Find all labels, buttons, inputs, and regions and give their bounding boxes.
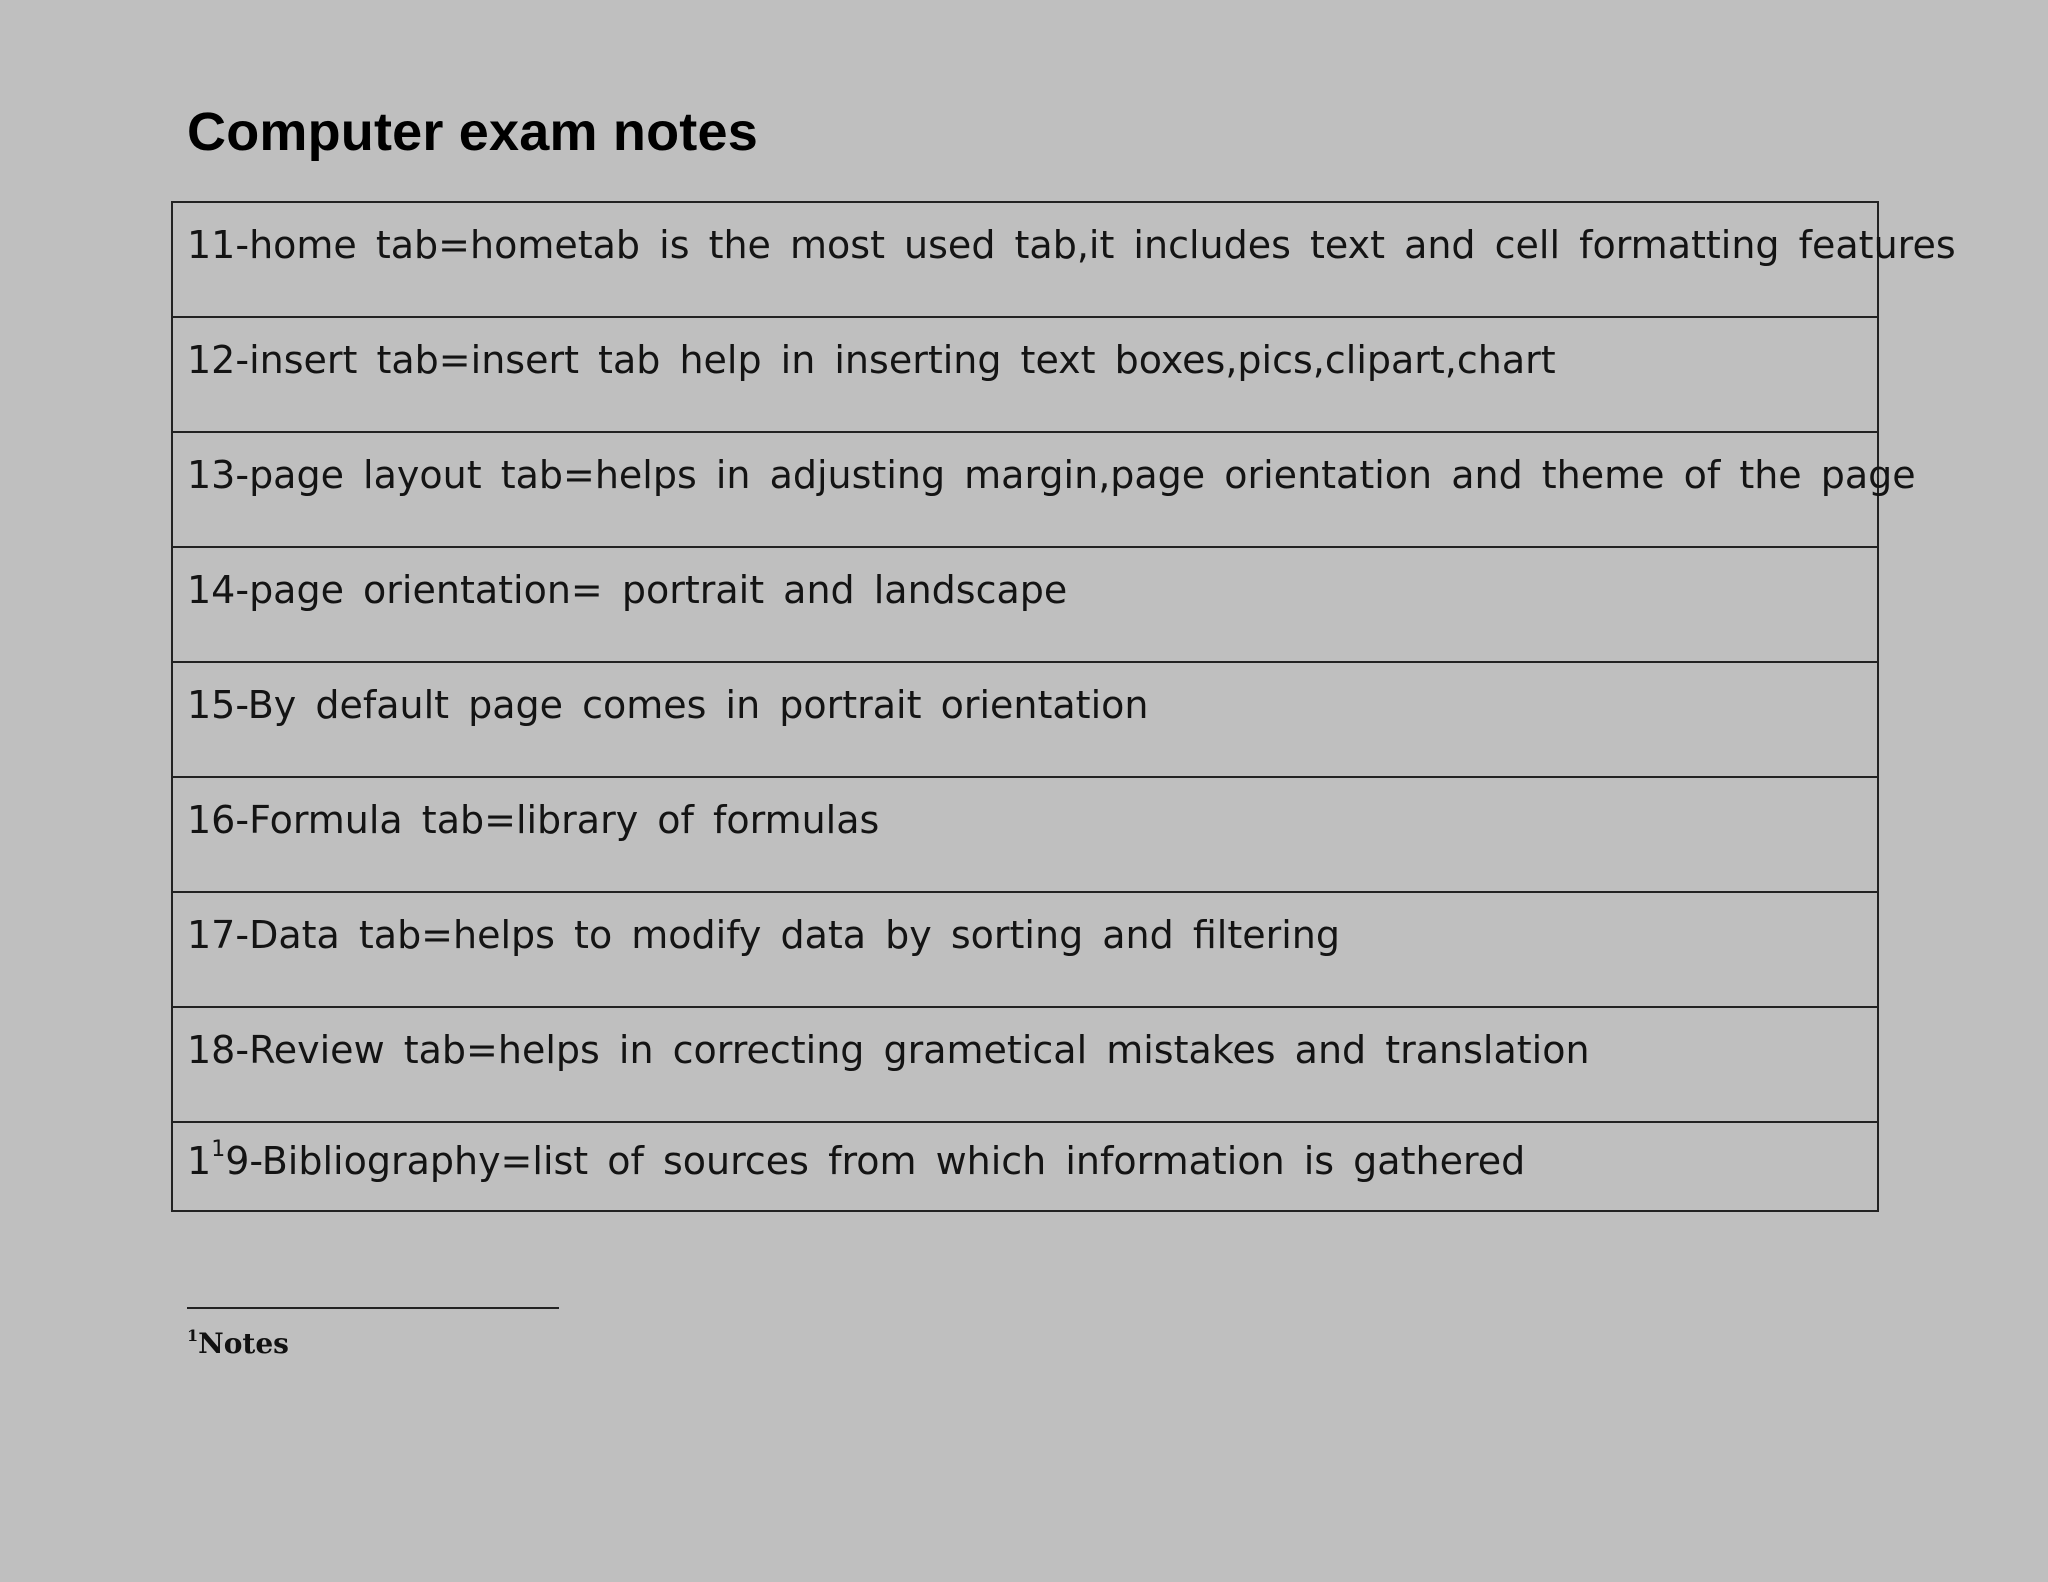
table-row — [172, 547, 1878, 662]
table-row — [172, 1122, 1878, 1211]
table-row — [172, 317, 1878, 432]
note-text: 9-Bibliography=list of sources from which information is gathered — [225, 1139, 1526, 1183]
note-cell: 13-page layout tab=helps in adjusting margin,page orientation and theme of the page — [172, 432, 1878, 547]
footnote — [187, 1324, 289, 1364]
note-cell: 16-Formula tab=library of formulas — [172, 777, 1878, 892]
page-title: Computer exam notes — [187, 102, 758, 162]
note-cell: 18-Review tab=helps in correcting grametical mistakes and translation — [172, 1007, 1878, 1122]
note-prefix: 1 — [187, 1139, 212, 1183]
table-row — [172, 662, 1878, 777]
table-row — [172, 1007, 1878, 1122]
footnote-mark: 1 — [187, 1326, 199, 1345]
table-row — [172, 432, 1878, 547]
note-cell: 11-home tab=hometab is the most used tab,it includes text and cell formatting features — [172, 202, 1878, 317]
note-cell: 14-page orientation= portrait and landscape — [172, 547, 1878, 662]
footnote-separator — [187, 1307, 559, 1309]
table-row — [172, 892, 1878, 1007]
table-row — [172, 777, 1878, 892]
footnote-text: Notes — [198, 1327, 289, 1360]
note-cell: 15-By default page comes in portrait orientation — [172, 662, 1878, 777]
notes-table — [171, 201, 1956, 1212]
note-cell: 17-Data tab=helps to modify data by sorting and filtering — [172, 892, 1878, 1007]
note-cell-with-footnote — [172, 1122, 1878, 1211]
note-cell: 12-insert tab=insert tab help in inserting text boxes,pics,clipart,chart — [172, 317, 1878, 432]
table-row — [172, 202, 1878, 317]
footnote-reference[interactable]: 1 — [211, 1137, 226, 1162]
